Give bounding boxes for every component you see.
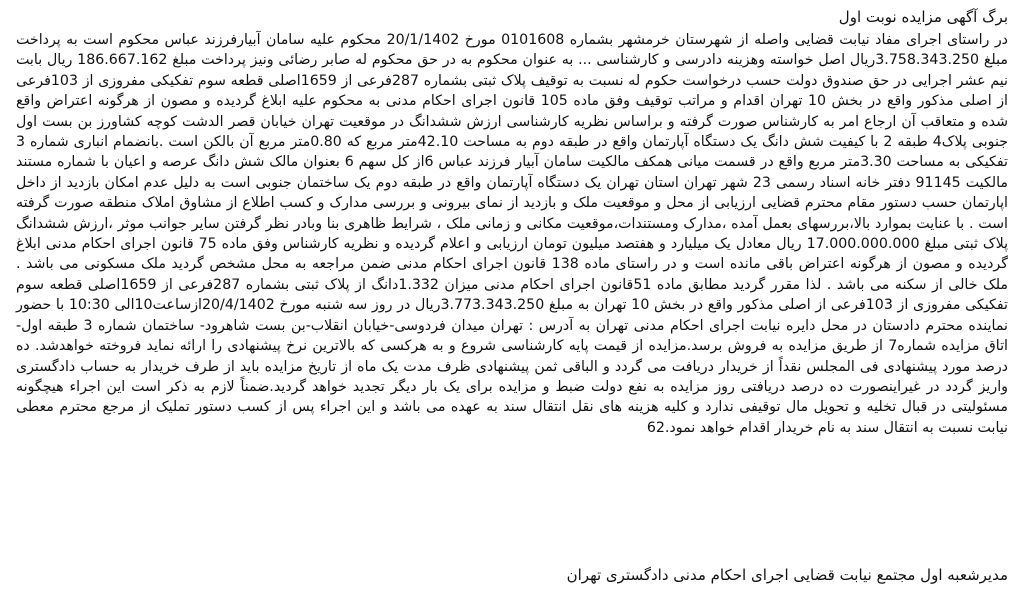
notice-body: در راستای اجرای مفاد نیابت قضایی واصله از شهرستان خرمشهر بشماره 0101608 مورخ 20/1/1402 محکوم علیه سامان آبیارفرزند عباس محکوم است به پرداخت مبلغ 3.758.343.250ریال اصل خواسته وهزینه دادرسی و کارشناسی ... به عنوان محکوم به در حق محکوم له صابر رضائی ونیز پرداخت مبلغ 186.667.162 ریال بابت نیم عشر اجرایی در حق صندوق دولت حسب درخواست حکوم له نسبت به توقیف پلاک ثبتی بشماره 287فرعی از 1659اصلی قطعه سوم تفکیکی مفروزی از 103فرعی از اصلی مذکور واقع در بخش 10 تهران اقدام و مراتب توقیف وفق ماده 105 قانون اجرای احکام مدنی به محکوم علیه ابلاغ گردیده و مصون از هرگونه اعتراض واقع شده و متعاقب آن ارجاع امر به کارشناس صورت گرفته و براساس نظریه کارشناسی ارزش ششدانگ در موقعیت تهران خیابان قصر الدشت کوچه کشاورز بن بست اول جنوبی پلاک4 طبقه 2 با کیفیت شش دانگ یک دستگاه آپارتمان واقع در طبقه دوم به مساحت 42.10متر مربع که 0.80متر مربع آن بالکن است .بانضمام انباری شماره 3 تفکیکی به مساحت 3.30متر مربع واقع در قسمت میانی همکف مالکیت سامان آبیار فرزند عباس 6از کل سهم 6 بعنوان مالک شش دانگ عرصه و اعیان با شماره مستند مالکیت 91145 دفتر خانه اسناد رسمی 23 شهر تهران استان تهران یک دستگاه آپارتمان واقع در طبقه دوم یک ساختمان جنوبی است به دلیل عدم امکان بازدید از داخل اپارتمان حسب دستور مقام محترم قضایی ارزیابی از محل و موقعیت ملک و بازدید از نمای بیرونی و بررسی مدارک و کسب اطلاع از مشاوق املاک منطقه صورت گرفته است . با عنایت بموارد بالا،بررسهای بعمل آمده ،مدارک ومستندات،موقعیت مکانی و زمانی ملک ، شرایط ظاهری بنا وبادر نظر گرفتن سایر جوانب موثر ،ارزش ششدانگ پلاک ثبتی مبلغ 17.000.000.000 ریال معادل یک میلیارد و هفتصد میلیون تومان ارزیابی و اعلام گردیده و نظریه کارشناس وفق ماده 75 قانون اجرای احکام مدنی ابلاغ گردیده و مصون از هرگونه اعتراض باقی مانده است و در راستای ماده 138 قانون اجرای احکام مدنی ضمن مراجعه به محل مشخص گردید ملک مسکونی می باشد . ملک خالی از سکنه می باشد . لذا مقرر گردید مطابق ماده 51قانون اجرای احکام مدنی میزان 1.332دانگ از پلاک ثبتی بشماره 287فرعی از 1659اصلی قطعه سوم تفکیکی مفروزی از 103فرعی از اصلی مذکور واقع در بخش 10 تهران به مبلغ 3.773.343.250ریال در روز سه شنبه مورخ 20/4/1402ازساعت10الی 10:30 با حضور نماینده محترم دادستان در محل دایره نیابت اجرای احکام مدنی تهران به آدرس : تهران میدان فردوسی-خیابان انقلاب-بن بست شاهرود- ساختمان شماره 3 طبقه اول-اتاق مزایده شماره7 از طریق مزایده به فروش برسد.مزایده از قیمت پایه کارشناسی شروع و به هرکسی که بالاترین نرخ پیشنهادی را ارائه نماید فروخته خواهدشد. ده درصد مورد پیشنهادی فی المجلس نقداً از خریدار دریافت می گردد و الباقی ثمن پیشنهادی ظرف مدت یک ماه از تاریخ مزایده باید از طرف خریدار به حساب دادگستری واریز گردد در غیراینصورت ده درصد دریافتی روز مزایده به نفع دولت ضبط و مزایده برای یک بار دیگر تجدید خواهد گردید.ضمناً لازم به ذکر است این اجراء هیچگونه مسئولیتی در قبال تخلیه و تحویل مال توقیفی ندارد و کلیه هزینه های نقل انتقال سند به عهده می باشد و این اجراء پس از کسب دستور تملیک از مرجع محترم معطی نیابت نسبت به انتقال سند به نام خریدار اقدام خواهد نمود.62 bbox=[16, 32, 1009, 436]
notice-title: برگ آگهی مزایده نوبت اول bbox=[838, 8, 1008, 26]
notice-signature: مدیرشعبه اول مجتمع نیابت قضایی اجرای احکام مدنی دادگستری تهران bbox=[566, 566, 1008, 584]
